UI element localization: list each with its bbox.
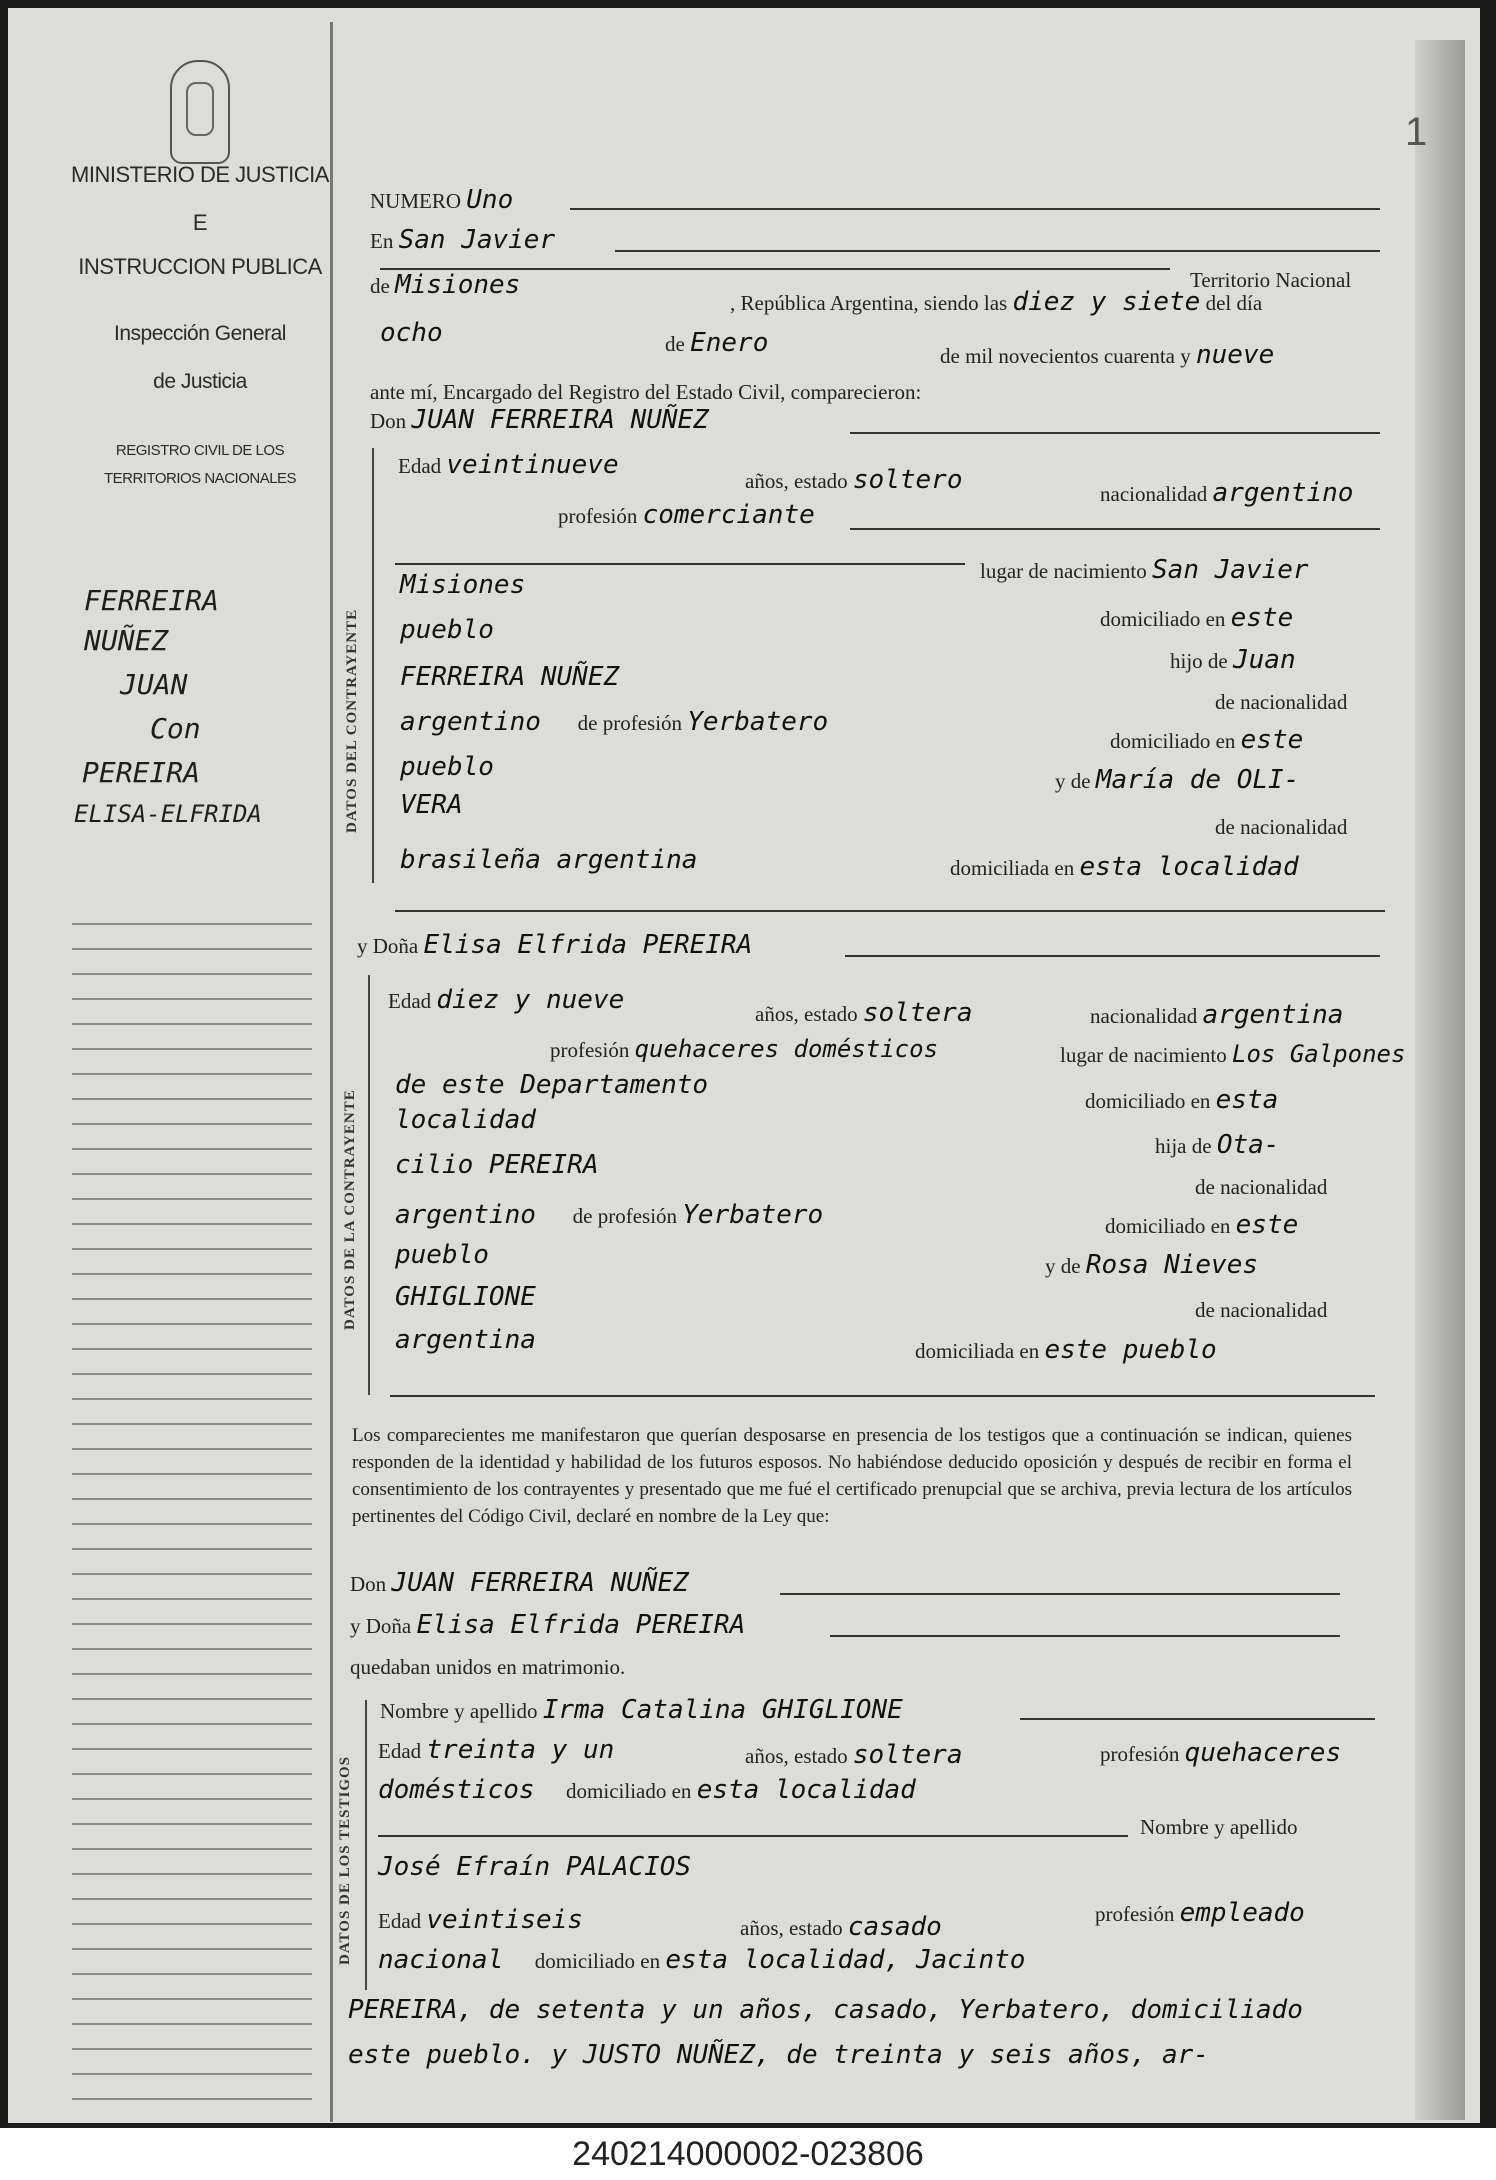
- bride-father-dom-row: [1105, 1210, 1298, 1240]
- de-profesion-label: de profesión: [572, 1204, 678, 1228]
- groom-lugar-row: [980, 555, 1309, 585]
- margin-name-line: ELISA-ELFRIDA: [74, 800, 262, 828]
- groom-father-1: Juan: [1233, 645, 1296, 675]
- w1-profession-1: quehaceres: [1184, 1738, 1342, 1768]
- domiciliada-label: domiciliada en: [950, 856, 1075, 880]
- bride-father-domicile-2: pueblo: [395, 1240, 489, 1270]
- profesion-label: profesión: [1095, 1902, 1175, 1926]
- groom-mother-2: VERA: [400, 790, 463, 820]
- bride-mother-dom-row: [915, 1335, 1217, 1365]
- margin-name-line: JUAN: [120, 668, 188, 701]
- union-bride-name: Elisa Elfrida PEREIRA: [416, 1610, 746, 1640]
- year-value: nueve: [1196, 340, 1275, 370]
- domiciliado-label: domiciliado en: [566, 1779, 692, 1803]
- year-label: de mil novecientos cuarenta y: [940, 344, 1191, 368]
- w2-age-row: [378, 1905, 583, 1935]
- margin-name-line: Con: [150, 712, 201, 745]
- bride-age-row: [388, 985, 624, 1015]
- page-number: 1: [1405, 110, 1428, 154]
- groom-mother-1: María de OLI-: [1095, 765, 1300, 795]
- bride-father-domicile-2-row: [395, 1240, 489, 1270]
- groom-father-dom-row: [1110, 725, 1303, 755]
- ministry-line-3: INSTRUCCION PUBLICA: [78, 254, 322, 279]
- continuation-line-1: [348, 1995, 1303, 2025]
- hija-label: hija de: [1155, 1134, 1212, 1158]
- territory-row: [370, 270, 520, 300]
- groom-section: [344, 448, 374, 883]
- bride-lugar-row: [1060, 1040, 1405, 1068]
- y-de-label: y de: [1055, 769, 1091, 793]
- don-label: Don: [370, 409, 407, 433]
- w1-age-row: [378, 1735, 614, 1765]
- edad-label: Edad: [378, 1739, 422, 1763]
- groom-father-domicile-1: este: [1240, 725, 1304, 755]
- bride-birthplace-2-row: [395, 1070, 708, 1100]
- groom-father-2-row: [400, 662, 619, 692]
- edad-label: Edad: [378, 1909, 422, 1933]
- bride-profesion-row: [550, 1035, 938, 1063]
- w1-profession-2: domésticos: [378, 1775, 535, 1805]
- registry-line-2: TERRITORIOS NACIONALES: [103, 470, 297, 487]
- groom-don-row: [370, 405, 709, 435]
- rule: [378, 1835, 1128, 1837]
- union-bride-row: [350, 1610, 745, 1640]
- domiciliada-label: domiciliada en: [915, 1339, 1040, 1363]
- edad-label: Edad: [388, 989, 432, 1013]
- registry-line-1: REGISTRO CIVIL DE LOS: [115, 442, 285, 459]
- groom-father-profession: Yerbatero: [687, 707, 829, 737]
- declaration-paragraph: Los comparecientes me manifestaron que querían desposarse en presencia de los testigos que a continuación se indican, quienes responden de la identidad y habilidad de los futuros esposos. No habiéndose deducido oposición y después de recibir en forma el consentimiento de los contrayentes y presentado que me fué el certificado prenupcial que se archiva, previa lectura de los artículos pertinentes del Código Civil, declaré en nombre de la Ley que:: [352, 1425, 1352, 1527]
- y-de-label: y de: [1045, 1254, 1081, 1278]
- w2-age: veintiseis: [426, 1905, 583, 1935]
- groom-father-domicile-2-row: [400, 752, 494, 782]
- father-domicile-label: domiciliado en: [1105, 1214, 1231, 1238]
- bride-age: diez y nueve: [436, 985, 625, 1015]
- union-groom-row: [350, 1568, 689, 1598]
- de-profesion-label: de profesión: [577, 711, 683, 735]
- date-row: [380, 318, 443, 348]
- bride-hija-row: [1155, 1130, 1279, 1160]
- w2-profesion-row: [1095, 1898, 1305, 1928]
- profesion-label: profesión: [558, 504, 638, 528]
- rule: [570, 208, 1380, 210]
- w1-profesion-row: [1100, 1738, 1341, 1768]
- ministry-line-1: MINISTERIO DE JUSTICIA: [71, 162, 329, 187]
- w1-name: Irma Catalina GHIGLIONE: [542, 1695, 903, 1725]
- groom-age-row: [398, 450, 619, 480]
- bride-mother-nac-label: de nacionalidad: [1195, 1298, 1328, 1322]
- margin-name-line: PEREIRA: [82, 756, 201, 789]
- nacionalidad-label: nacionalidad: [1100, 482, 1208, 506]
- rule: [845, 955, 1380, 957]
- w2-profession-1: empleado: [1179, 1898, 1305, 1928]
- groom-mother-row: [1055, 765, 1299, 795]
- sidebar-ruled-lines: [72, 900, 312, 2100]
- margin-name-line: NUÑEZ: [84, 624, 169, 657]
- bride-father-domicile-1: este: [1235, 1210, 1299, 1240]
- w2-dom-row: [378, 1945, 1025, 1975]
- anos-estado-label: años, estado: [740, 1916, 843, 1940]
- groom-mother-nationality: brasileña argentina: [400, 845, 698, 875]
- document-id-footer: 240214000002-023806: [0, 2128, 1496, 2180]
- bride-name: Elisa Elfrida PEREIRA: [423, 930, 753, 960]
- groom-birthplace-2: [400, 570, 525, 600]
- groom-dom-row: [1100, 603, 1293, 633]
- continuation-2: este pueblo. y JUSTO NUÑEZ, de treinta y seis años, ar-: [348, 2040, 1209, 2070]
- w2-profession-2: nacional: [378, 1945, 504, 1975]
- bride-nationality: argentina: [1202, 1000, 1344, 1030]
- w1-estado-row: [745, 1740, 962, 1770]
- w2-estado: casado: [847, 1912, 942, 1942]
- domiciliado-label: domiciliado en: [534, 1949, 661, 1973]
- w1-name-row: [380, 1695, 903, 1725]
- dona-label: y Doña: [357, 934, 419, 958]
- continuation-1: PEREIRA, de setenta y un años, casado, Yerbatero, domiciliado: [348, 1995, 1303, 2025]
- en-row: [370, 225, 555, 255]
- bride-father-2-row: [395, 1150, 599, 1180]
- bride-mother-2: GHIGLIONE: [395, 1282, 536, 1312]
- territorio-label: Territorio Nacional: [1190, 268, 1352, 292]
- groom-estado: soltero: [852, 465, 963, 495]
- inspection-line-1: Inspección General: [114, 322, 286, 345]
- w2-domicile: esta localidad, Jacinto: [665, 1945, 1026, 1975]
- month-value: Enero: [690, 328, 769, 358]
- groom-mother-nac-label: de nacionalidad: [1215, 815, 1348, 839]
- groom-birthplace-1: San Javier: [1152, 555, 1309, 585]
- groom-section-caption: DATOS DEL CONTRAYENTE: [344, 608, 360, 833]
- continuation-line-2: [348, 2040, 1209, 2070]
- bride-mother-row: [1045, 1250, 1258, 1280]
- bride-nac-row: [1090, 1000, 1343, 1030]
- bride-section: [342, 975, 370, 1395]
- groom-domicile-2-row: [400, 615, 494, 645]
- bride-estado: soltera: [862, 998, 973, 1028]
- w1-estado: soltera: [852, 1740, 963, 1770]
- groom-estado-row: [745, 465, 962, 495]
- bride-father-nationality: argentino: [395, 1200, 536, 1230]
- groom-profesion-row: [558, 500, 815, 530]
- w2-nombre-label: Nombre y apellido: [1140, 1815, 1298, 1839]
- witnesses-section: [337, 1700, 367, 1990]
- day-value: ocho: [380, 318, 443, 348]
- groom-father-domicile-2: pueblo: [400, 752, 494, 782]
- year-row: [940, 340, 1274, 370]
- rule: [395, 910, 1385, 912]
- w1-domicile: esta localidad: [696, 1775, 916, 1805]
- groom-father-nac-label: de nacionalidad: [1215, 690, 1348, 714]
- w2-name-row: [378, 1852, 691, 1882]
- profesion-label: profesión: [1100, 1742, 1180, 1766]
- rule: [390, 1395, 1375, 1397]
- page-edge: [1415, 40, 1465, 2120]
- bride-mother-nat-row: [395, 1325, 536, 1355]
- bride-mother-domicile: este pueblo: [1044, 1335, 1217, 1365]
- profesion-label: profesión: [550, 1038, 630, 1062]
- witnesses-section-caption: DATOS DE LOS TESTIGOS: [337, 1756, 353, 1965]
- bride-father-2: cilio PEREIRA: [395, 1150, 599, 1180]
- ministry-line-2: E: [192, 210, 208, 235]
- groom-domicile-1: este: [1230, 603, 1294, 633]
- bride-profession: quehaceres domésticos: [634, 1035, 939, 1063]
- ante-text: ante mí, Encargado del Registro del Estado Civil, comparecieron:: [370, 380, 922, 404]
- place-value: San Javier: [398, 225, 556, 255]
- bride-dom-row: [1085, 1085, 1278, 1115]
- groom-mother-dom-row: [950, 852, 1299, 882]
- bride-father-1: Ota-: [1216, 1130, 1280, 1160]
- don-label: Don: [350, 1572, 387, 1596]
- union-closing: quedaban unidos en matrimonio.: [350, 1655, 626, 1679]
- groom-father-row: [400, 707, 828, 737]
- bride-father-row: [395, 1200, 823, 1230]
- groom-hijo-row: [1170, 645, 1296, 675]
- groom-age: veintinueve: [446, 450, 619, 480]
- birthplace-2-value: Misiones: [400, 570, 526, 600]
- bride-mother-1: Rosa Nieves: [1085, 1250, 1259, 1280]
- month-row: [665, 328, 768, 358]
- groom-nationality: argentino: [1212, 478, 1354, 508]
- rule: [1020, 1718, 1375, 1720]
- domiciliado-label: domiciliado en: [1085, 1089, 1211, 1113]
- bride-birthplace-1: Los Galpones: [1232, 1040, 1406, 1068]
- bride-domicile-2: localidad: [395, 1105, 536, 1135]
- bride-birthplace-2: de este Departamento: [395, 1070, 709, 1100]
- en-label: En: [370, 229, 394, 253]
- groom-domicile-2: pueblo: [400, 615, 494, 645]
- groom-mother-2-row: [400, 790, 463, 820]
- lugar-label: lugar de nacimiento: [1060, 1043, 1227, 1067]
- rule: [615, 250, 1380, 252]
- w1-age: treinta y un: [426, 1735, 615, 1765]
- w2-name: José Efraín PALACIOS: [378, 1852, 692, 1882]
- numero-value: Uno: [466, 185, 514, 215]
- numero-row: [370, 185, 513, 215]
- numero-label: NUMERO: [370, 189, 462, 213]
- nacionalidad-label: nacionalidad: [1090, 1004, 1198, 1028]
- hour-value: diez y siete: [1012, 287, 1201, 317]
- groom-name: JUAN FERREIRA NUÑEZ: [411, 405, 709, 435]
- groom-father-nationality: argentino: [400, 707, 541, 737]
- bride-father-nac-label: de nacionalidad: [1195, 1175, 1328, 1199]
- de-label: de: [370, 274, 390, 298]
- rule: [780, 1593, 1340, 1595]
- rule: [850, 432, 1380, 434]
- groom-profession: comerciante: [642, 500, 815, 530]
- anos-estado-label: años, estado: [745, 1744, 848, 1768]
- bride-dona-row: [357, 930, 752, 960]
- bride-domicile-1: esta: [1215, 1085, 1279, 1115]
- dona-label: y Doña: [350, 1614, 412, 1638]
- anos-estado-label: años, estado: [745, 469, 848, 493]
- del-dia-label: del día: [1205, 291, 1263, 315]
- hijo-label: hijo de: [1170, 649, 1228, 673]
- bride-mother-2-row: [395, 1282, 536, 1312]
- bride-section-caption: DATOS DE LA CONTRAYENTE: [342, 1089, 358, 1330]
- groom-mother-nat-row: [400, 845, 697, 875]
- lugar-label: lugar de nacimiento: [980, 559, 1147, 583]
- inspection-line-2: de Justicia: [153, 370, 247, 393]
- w2-estado-row: [740, 1912, 942, 1942]
- father-domicile-label: domiciliado en: [1110, 729, 1236, 753]
- republica-label: , República Argentina, siendo las: [730, 291, 1008, 315]
- nombre-label: Nombre y apellido: [380, 1699, 538, 1723]
- w1-dom-row: [378, 1775, 916, 1805]
- de-month-label: de: [665, 332, 685, 356]
- rule: [850, 528, 1380, 530]
- bride-mother-nationality: argentina: [395, 1325, 536, 1355]
- union-groom-name: JUAN FERREIRA NUÑEZ: [391, 1568, 689, 1598]
- groom-father-2: FERREIRA NUÑEZ: [400, 662, 620, 692]
- bride-father-profession: Yerbatero: [682, 1200, 824, 1230]
- anos-estado-label: años, estado: [755, 1002, 858, 1026]
- margin-name-line: FERREIRA: [84, 584, 219, 617]
- edad-label: Edad: [398, 454, 442, 478]
- groom-mother-domicile: esta localidad: [1079, 852, 1299, 882]
- bride-domicile-2-row: [395, 1105, 536, 1135]
- territory-value: Misiones: [395, 270, 521, 300]
- republica-text: [730, 287, 1262, 317]
- coat-of-arms-seal: [170, 60, 230, 164]
- domiciliado-label: domiciliado en: [1100, 607, 1226, 631]
- groom-nac-row: [1100, 478, 1353, 508]
- rule: [395, 563, 965, 565]
- rule: [830, 1635, 1340, 1637]
- bride-estado-row: [755, 998, 972, 1028]
